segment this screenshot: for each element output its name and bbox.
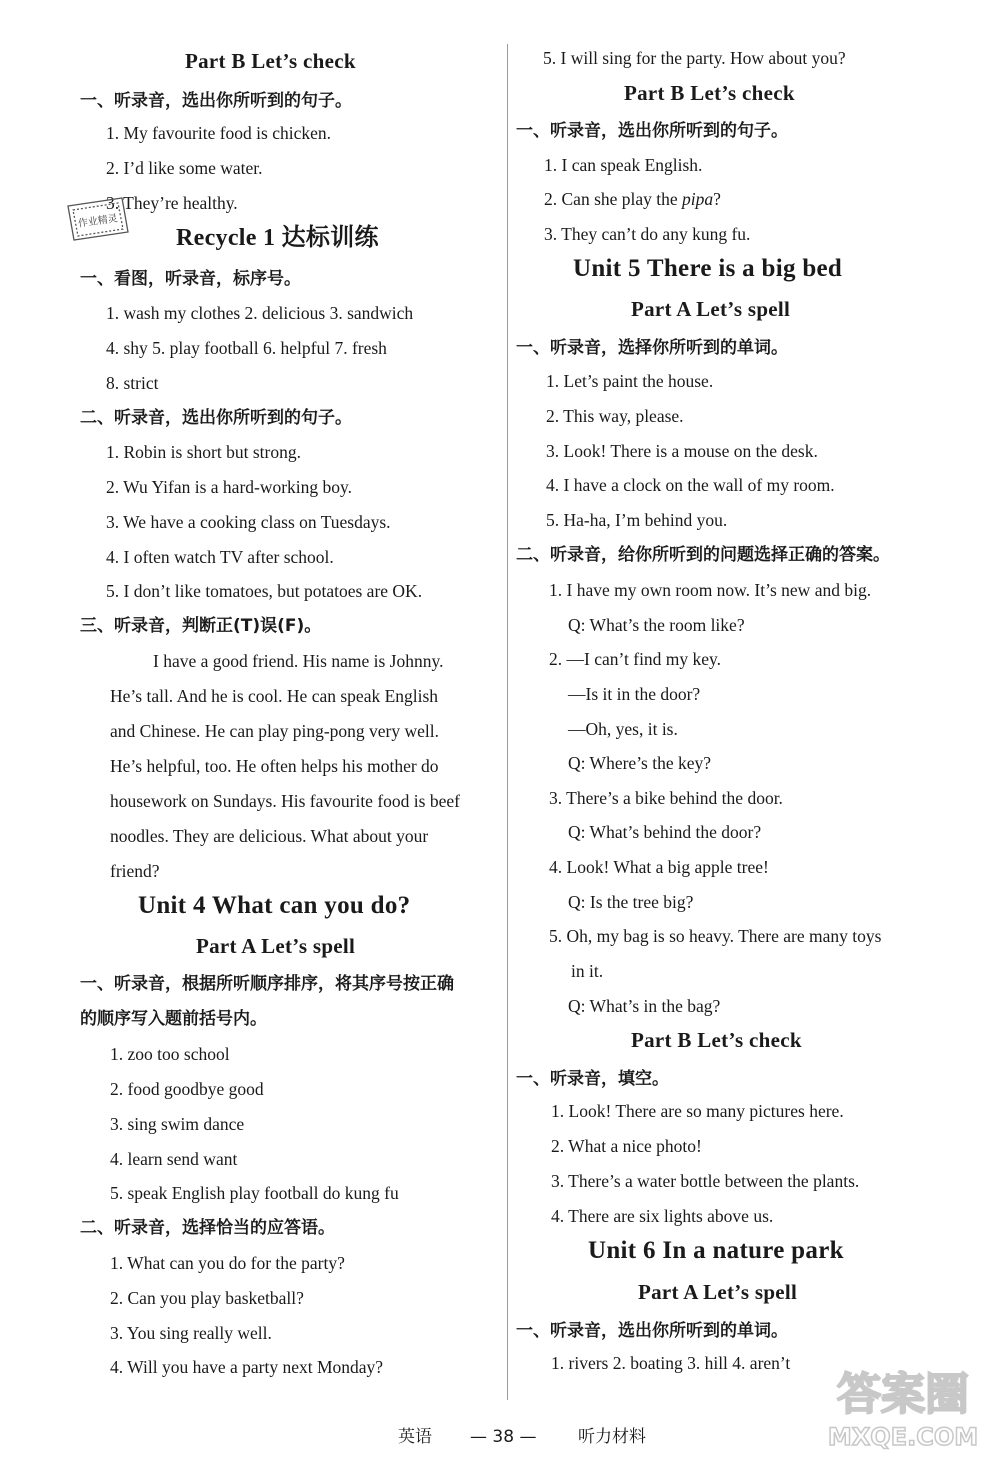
page-number: — 38 — [470,1427,537,1447]
list-item: 5. Ha-ha, I’m behind you. [546,510,728,530]
recycle-title: Recycle 1 达标训练 [176,225,379,251]
section-heading: 二、听录音，选出你所听到的句子。 [80,408,352,428]
list-item: 3. sing swim dance [110,1114,245,1134]
list-item: 1. rivers 2. boating 3. hill 4. aren’t [551,1353,791,1373]
list-item: 2. Wu Yifan is a hard-working boy. [106,477,353,497]
list-item: 1. Robin is short but strong. [106,442,301,462]
footer-label: 听力材料 [578,1427,646,1447]
list-item: 3. Look! There is a mouse on the desk. [546,441,818,461]
section-heading: 一、听录音，选出你所听到的句子。 [516,121,788,141]
section-heading: 一、听录音，根据所听顺序排序，将其序号按正确 [80,974,454,994]
list-item: 1. wash my clothes 2. delicious 3. sandwich [106,303,414,323]
list-item: 1. I can speak English. [544,155,703,175]
stamp-logo [62,192,134,246]
list-item: Q: What’s behind the door? [568,822,762,842]
list-item: Q: Where’s the key? [568,753,712,773]
part-b-heading: Part B Let’s check [624,81,795,105]
list-item: 3. They can’t do any kung fu. [544,224,751,244]
section-heading: 的顺序写入题前括号内。 [80,1009,267,1029]
list-item: 3. You sing really well. [110,1323,272,1343]
list-item: 5. I will sing for the party. How about you? [543,48,846,68]
section-heading: 一、听录音，选出你所听到的单词。 [516,1321,788,1341]
list-item: 1. Look! There are so many pictures here. [551,1101,844,1121]
paragraph-line: friend? [110,861,160,881]
unit-5-title: Unit 5 There is a big bed [573,255,843,282]
list-item: —Oh, yes, it is. [568,719,678,739]
list-item: 2. Can you play basketball? [110,1288,304,1308]
list-item: 5. Oh, my bag is so heavy. There are many toys [549,926,882,946]
list-item: 1. Let’s paint the house. [546,371,714,391]
list-item: 5. I don’t like tomatoes, but potatoes are OK. [106,581,423,601]
list-item: in it. [571,961,604,981]
paragraph-line: noodles. They are delicious. What about your [110,826,429,846]
part-a-heading: Part A Let’s spell [196,934,356,958]
list-item: 1. zoo too school [110,1044,230,1064]
list-item: 2. I’d like some water. [106,158,263,178]
list-item: 4. shy 5. play football 6. helpful 7. fresh [106,338,387,358]
section-heading: 三、听录音，判断正(T)误(F)。 [80,616,322,636]
list-item: Q: What’s in the bag? [568,996,721,1016]
section-heading: 一、看图，听录音，标序号。 [80,269,301,289]
section-heading: 一、听录音，选择你所听到的单词。 [516,338,788,358]
list-item: 2. This way, please. [546,406,684,426]
list-item: 1. What can you do for the party? [110,1253,345,1273]
list-item: 3. There’s a bike behind the door. [549,788,783,808]
list-item: 4. I have a clock on the wall of my room. [546,475,835,495]
list-item: 4. I often watch TV after school. [106,547,334,567]
part-a-heading: Part A Let’s spell [638,1280,798,1304]
list-item: 2. Can she play the pipa? [544,189,721,209]
list-item: 2. —I can’t find my key. [549,649,722,669]
paragraph-line: He’s helpful, too. He often helps his mother do [110,756,439,776]
list-item: 5. speak English play football do kung fu [110,1183,399,1203]
list-item: 4. learn send want [110,1149,238,1169]
list-item: 3. We have a cooking class on Tuesdays. [106,512,391,532]
list-item: 2. food goodbye good [110,1079,264,1099]
list-item: 1. My favourite food is chicken. [106,123,332,143]
part-a-heading: Part A Let’s spell [631,297,791,321]
list-item: 3. They’re healthy. [106,193,238,213]
paragraph-line: I have a good friend. His name is Johnny. [153,651,444,671]
list-item: 8. strict [106,373,159,393]
svg-text:答案圈: 答案圈 [837,1369,969,1420]
list-item: 4. Will you have a party next Monday? [110,1357,384,1377]
list-item: 2. What a nice photo! [551,1136,702,1156]
part-b-heading: Part B Let’s check [631,1028,802,1052]
column-divider [507,44,508,1400]
svg-text:作业精灵: 作业精灵 [77,213,119,230]
paragraph-line: He’s tall. And he is cool. He can speak English [110,686,439,706]
list-item: 4. Look! What a big apple tree! [549,857,769,877]
section-heading: 二、听录音，选择恰当的应答语。 [80,1218,335,1238]
list-item: Q: What’s the room like? [568,615,745,635]
paragraph-line: housework on Sundays. His favourite food is beef [110,791,460,811]
unit-4-title: Unit 4 What can you do? [138,892,411,919]
part-b-heading: Part B Let’s check [185,49,356,73]
section-heading: 一、听录音，填空。 [516,1069,669,1089]
footer-subject: 英语 [398,1427,432,1447]
list-item: Q: Is the tree big? [568,892,694,912]
list-item: 1. I have my own room now. It’s new and big. [549,580,872,600]
list-item: 3. There’s a water bottle between the plants. [551,1171,860,1191]
unit-6-title: Unit 6 In a nature park [588,1237,844,1264]
section-heading: 一、听录音，选出你所听到的句子。 [80,91,352,111]
list-item: —Is it in the door? [568,684,701,704]
watermark-logo [828,1357,978,1457]
paragraph-line: and Chinese. He can play ping-pong very well. [110,721,440,741]
section-heading: 二、听录音，给你所听到的问题选择正确的答案。 [516,545,890,565]
svg-text:MXQE.COM: MXQE.COM [828,1423,978,1451]
list-item: 4. There are six lights above us. [551,1206,774,1226]
